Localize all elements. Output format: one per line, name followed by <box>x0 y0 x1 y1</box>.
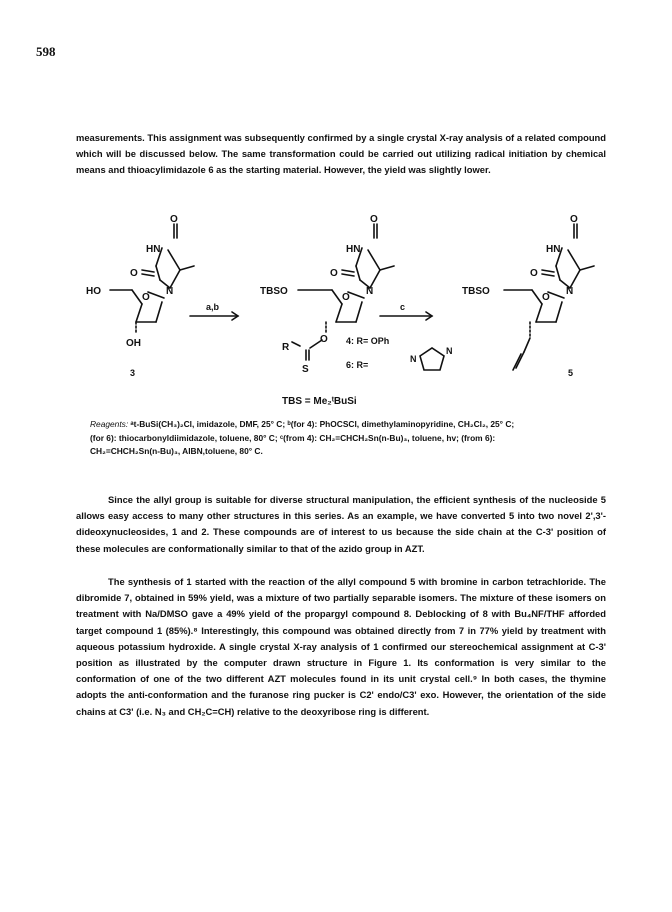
oh-label: OH <box>126 338 141 349</box>
paragraph-3: The synthesis of 1 started with the reaction of the allyl compound 5 with bromine in carbon tetrachloride. The dibromide 7, obtained in 59% yield, was a mixture of two partially separable isomers. The mixture of these isomers on treatment with Na/DMSO gave a 49% yield of the propargyl compound 8. Deblocking of 8 with Bu₄NF/THF afforded target compound 1 (85%).⁸ Interestingly, this compound was obtained directly from 7 in 77% yield by treatment with aqueous potassium hydroxide. A single crystal X-ray analysis of 1 confirmed our stereochemical assignment at C-3' position as illustrated by the computer drawn structure in Figure 1. Its conformation is very similar to the conformation of one of the two different AZT molecules found in its unit crystal cell.⁹ In both cases, the thymine adopts the anti-conformation and the furanose ring pucker is C2' endo/C3' exo. However, the orientation of the side chains at C3' (i.e. N₃ and CH₂C=CH) relative to the deoxyribose ring is different. <box>76 576 606 717</box>
carbonyl-o-3: O <box>170 214 178 225</box>
ho-label: HO <box>86 286 101 297</box>
reagents-line-2: (for 6): thiocarbonyldiimidazole, toluene, 80° C; ᶜ(from 4): CH₂=CHCH₂Sn(n-Bu)₃, toluene, hv; (from 6): <box>90 432 496 443</box>
o-4: O <box>330 268 338 279</box>
reagents-caption <box>90 418 610 459</box>
molecule-3 <box>110 224 194 334</box>
ring-o-4: O <box>342 292 350 303</box>
tbso-4: TBSO <box>260 286 288 297</box>
o-5: O <box>530 268 538 279</box>
carbonyl-o-5: O <box>570 214 578 225</box>
o-3: O <box>130 268 138 279</box>
paragraph-2: Since the allyl group is suitable for diverse structural manipulation, the efficient synthesis of the nucleoside 5 allows easy access to many other structures in this series. As an example, we have converted 5 into two novel 2',3'-dideoxynucleosides, 1 and 2. These compounds are of interest to us because the side chain at the C-3' position of these molecules are conformationally similar to that of the azido group in AZT. <box>76 494 606 554</box>
molecule-4-6 <box>292 224 444 370</box>
arrow2-label: c <box>400 302 406 312</box>
page-number: 598 <box>36 44 56 59</box>
r-label: R <box>282 342 290 353</box>
compound-5-label: 5 <box>568 368 574 378</box>
nh-5: HN <box>546 244 561 255</box>
reagents-line-3: CH₂=CHCH₂Sn(n-Bu)₃, AIBN,toluene, 80° C. <box>90 446 263 457</box>
imidazole-n3: N <box>446 346 453 356</box>
carbonyl-o-4: O <box>370 214 378 225</box>
imidazole-n1: N <box>410 354 417 364</box>
arrow1-label: a,b <box>206 302 220 312</box>
tbso-5: TBSO <box>462 286 490 297</box>
paragraph-1: measurements. This assignment was subsequently confirmed by a single crystal X-ray analysis of a related compound which will be discussed below. The same transformation could be carried out utilizing radical initiation by chemical means and thioacylimidazole 6 as the starting material. However, the yield was slightly lower. <box>76 132 606 176</box>
entry-4: 4: R= OPh <box>346 336 390 346</box>
n-3: N <box>166 286 174 297</box>
compound-3-label: 3 <box>130 368 136 378</box>
n-5: N <box>566 286 574 297</box>
reaction-scheme <box>60 210 620 410</box>
nh-3: HN <box>146 244 161 255</box>
reagents-line-1: ᵃt-BuSi(CH₃)₂Cl, imidazole, DMF, 25° C; ᵇ(for 4): PhOCSCl, dimethylaminopyridine, CH₂Cl₂, 25° C; <box>130 419 515 429</box>
ring-o-5: O <box>542 292 550 303</box>
ester-o: O <box>320 334 328 345</box>
nh-4: HN <box>346 244 361 255</box>
reagents-lead: Reagents: <box>90 419 129 429</box>
n-4: N <box>366 286 374 297</box>
tbs-definition: TBS = Me₂ᵗBuSi <box>282 396 357 407</box>
entry-6: 6: R= <box>346 360 369 370</box>
thio-s: S <box>302 364 309 375</box>
ring-o-3: O <box>142 292 150 303</box>
